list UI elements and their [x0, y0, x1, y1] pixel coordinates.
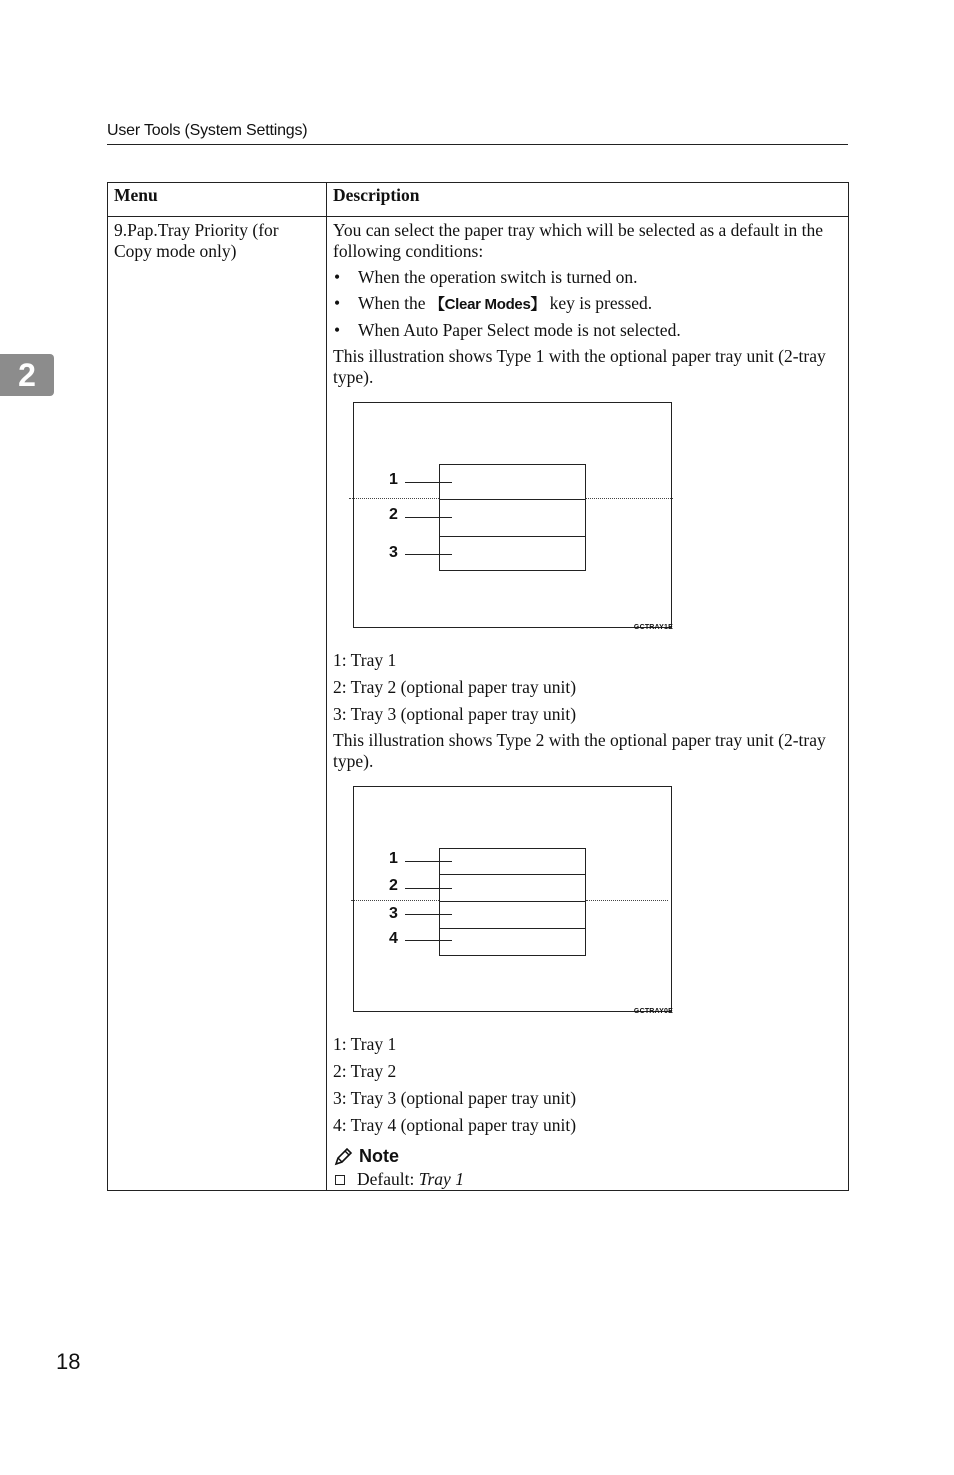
tray-3-box — [439, 901, 586, 929]
note-heading-text: Note — [359, 1146, 399, 1166]
figure-1-tray-diagram — [347, 402, 677, 638]
note-item-text — [357, 1169, 464, 1190]
conditions-list — [333, 267, 842, 341]
menu-cell: 9.Pap.Tray Priority (for Copy mode only) — [108, 217, 327, 1191]
list-item: 1: Tray 1 — [333, 1034, 397, 1054]
running-header: User Tools (System Settings) — [107, 122, 308, 139]
callout-line — [405, 517, 452, 518]
callout-1: 1 — [389, 471, 398, 488]
tray-1-box — [439, 848, 586, 875]
page-number: 18 — [56, 1349, 81, 1374]
callout-3: 3 — [389, 544, 398, 561]
figure-1-caption: This illustration shows Type 1 with the optional paper tray unit (2-tray type). — [333, 346, 826, 387]
column-header-menu: Menu — [108, 183, 327, 217]
clear-modes-key-label: 【Clear Modes】 — [429, 296, 546, 313]
note-heading — [333, 1146, 842, 1167]
checkbox-icon — [335, 1175, 345, 1185]
list-item-text: When the operation switch is turned on. — [358, 267, 638, 287]
figure-1-legend — [333, 650, 842, 725]
tray-4-box — [439, 928, 586, 956]
header-rule — [107, 144, 848, 145]
table-row — [108, 217, 849, 1191]
list-item: 1: Tray 1 — [333, 650, 397, 670]
callout-2: 2 — [389, 877, 398, 894]
list-item-text: key is pressed. — [545, 293, 653, 313]
callout-line — [405, 940, 452, 941]
bullet-icon: • — [334, 320, 341, 340]
note-item — [333, 1169, 842, 1190]
table-header-row — [108, 183, 849, 217]
list-item: 4: Tray 4 (optional paper tray unit) — [333, 1115, 577, 1135]
list-item: 2: Tray 2 (optional paper tray unit) — [333, 677, 577, 697]
chapter-tab: 2 — [0, 354, 54, 396]
description-cell — [327, 217, 849, 1191]
default-label: Default: — [357, 1169, 419, 1189]
list-item: 2: Tray 2 — [333, 1061, 397, 1081]
figure-code: GCTRAY0E — [633, 1008, 673, 1015]
column-header-description: Description — [327, 183, 849, 217]
figure-2-caption: This illustration shows Type 2 with the optional paper tray unit (2-tray type). — [333, 730, 826, 771]
tray-1-box — [439, 464, 586, 500]
divider-line — [351, 900, 439, 901]
callout-line — [405, 861, 452, 862]
callout-line — [405, 914, 452, 915]
tray-2-box — [439, 874, 586, 902]
tray-3-box — [439, 536, 586, 571]
intro-text: You can select the paper tray which will be selected as a default in the following conditions: — [333, 220, 823, 261]
list-item — [333, 293, 842, 315]
figure-2-legend — [333, 1034, 842, 1136]
list-item — [333, 267, 842, 288]
list-item-text: When the — [358, 293, 430, 313]
callout-line — [405, 482, 452, 483]
callout-line — [405, 888, 452, 889]
callout-1: 1 — [389, 850, 398, 867]
default-value: Tray 1 — [418, 1169, 464, 1189]
bullet-icon: • — [334, 293, 341, 313]
bullet-icon: • — [334, 267, 341, 287]
callout-4: 4 — [389, 930, 398, 947]
callout-2: 2 — [389, 506, 398, 523]
figure-2-tray-diagram — [347, 786, 677, 1022]
divider-line — [586, 900, 668, 901]
list-item-text: When Auto Paper Select mode is not selected. — [358, 320, 681, 340]
list-item: 3: Tray 3 (optional paper tray unit) — [333, 1088, 577, 1108]
divider-line — [349, 498, 439, 499]
pencil-note-icon — [333, 1147, 353, 1167]
list-item: 3: Tray 3 (optional paper tray unit) — [333, 704, 577, 724]
tray-2-box — [439, 499, 586, 537]
divider-line — [586, 498, 673, 499]
figure-code: GCTRAY1E — [633, 624, 673, 631]
list-item — [333, 320, 842, 341]
callout-line — [405, 554, 452, 555]
settings-table — [107, 182, 849, 1191]
callout-3: 3 — [389, 905, 398, 922]
